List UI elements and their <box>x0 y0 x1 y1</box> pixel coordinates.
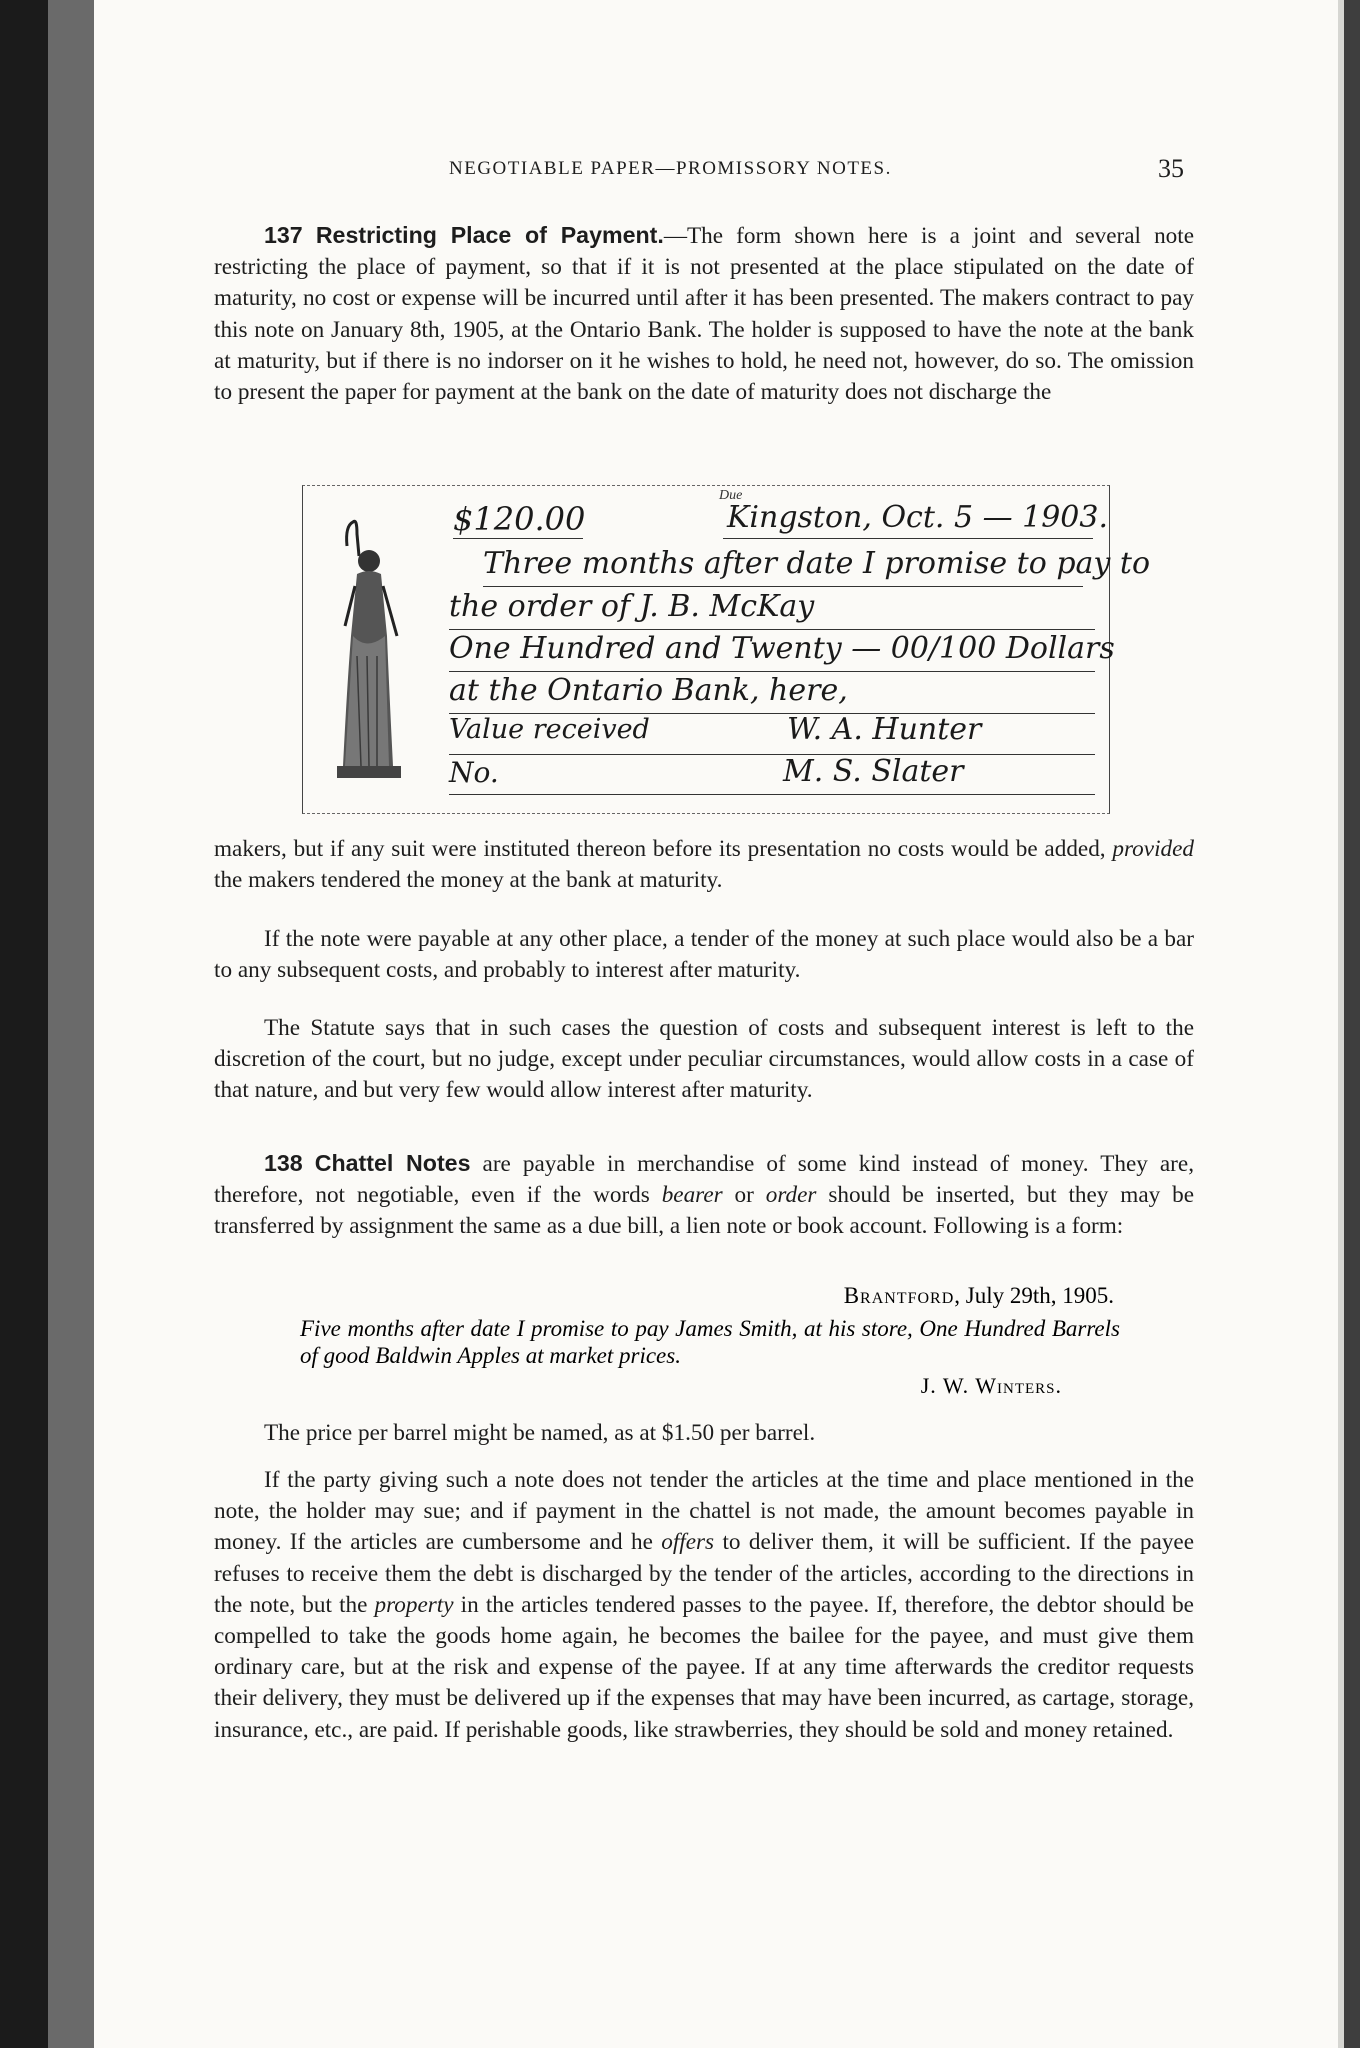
example-place-date <box>844 1283 1114 1309</box>
running-head <box>214 154 1194 192</box>
section-number: 138 <box>264 1150 303 1176</box>
allegorical-figure-image <box>327 516 407 786</box>
section-number: 137 <box>264 222 303 248</box>
note-line-3: One Hundred and Twenty — 00/100 Dollars <box>449 631 1115 666</box>
note-amount: $120.00 <box>453 500 586 538</box>
example-signer: J. W. Winters. <box>920 1373 1062 1398</box>
paragraph-text: If the party giving such a note does not tender the articles at the time and place mentioned in the note, the holder may sue; and if payment in the chattel is not made, the amount becomes payable in money. If the articles are cumbersome and he <box>214 1467 1194 1556</box>
emphasis: provided <box>1112 836 1194 862</box>
due-label: Due <box>719 488 743 503</box>
emphasis: bearer <box>661 1182 723 1209</box>
rule <box>453 538 583 539</box>
example-place: Brantford <box>843 1283 955 1308</box>
rule <box>449 671 1095 672</box>
section-text: should be inserted, but they may be transferred by assignment the same as a due bill, a lien note or book account. Following is a form: <box>214 1182 1194 1240</box>
chattel-note-example <box>214 1283 1194 1403</box>
section-heading: Chattel Notes <box>314 1150 471 1176</box>
rule <box>483 586 1083 587</box>
paragraph <box>214 834 1194 896</box>
emphasis: property <box>374 1591 454 1618</box>
signature-2: M. S. Slater <box>783 754 964 789</box>
emphasis: offers <box>661 1529 715 1556</box>
section-138-paragraph <box>214 1148 1194 1243</box>
section-text: —The form shown here is a joint and several note restricting the place of payment, so that if it is not presented at the place stipulated on the date of maturity, no cost or expense will be incurred until after it has been presented. The makers contract to pay this note on January 8th, 1905, at the Ontario Bank. The holder is supposed to have the note at the bank at maturity, but if there is no indorser on it he wishes to hold, he need not, however, do so. The omission to present the paper for payment at the bank on the date of maturity does not discharge the <box>214 223 1194 406</box>
note-line-2: the order of J. B. McKay <box>449 589 815 624</box>
page-edge <box>1338 0 1360 2048</box>
paragraph-text: the makers tendered the money at the bank at maturity. <box>214 867 723 894</box>
paragraph: If the note were payable at any other place, a tender of the money at such place would also be a bar to any subsequent costs, and probably to interest after maturity. <box>214 926 1194 984</box>
running-head-title: NEGOTIABLE PAPER—PROMISSORY NOTES. <box>449 158 892 179</box>
emphasis: order <box>765 1182 817 1209</box>
rule <box>449 629 1095 630</box>
paragraph-text: makers, but if any suit were instituted thereon before its presentation no costs would be added, <box>214 836 1113 862</box>
note-line-4: at the Ontario Bank, here, <box>449 673 848 708</box>
section-137-paragraph <box>214 220 1194 408</box>
promissory-note-figure <box>302 485 1151 814</box>
note-line-1: Three months after date I promise to pay to <box>483 546 1151 581</box>
paragraph: The Statute says that in such cases the question of costs and subsequent interest is left to the discretion of the court, but no judge, except under peculiar circumstances, would allow costs in a case of that nature, and but very few would allow interest after maturity. <box>214 1015 1194 1104</box>
value-received-label: Value received <box>449 714 650 745</box>
paragraph-text: to deliver them, it will be sufficient. If the payee refuses to receive them the debt is discharged by the tender of the articles, according to the directions in the note, but the <box>214 1529 1194 1618</box>
page-number: 35 <box>1158 154 1184 183</box>
paragraph <box>214 1465 1194 1746</box>
note-place-date: Kingston, Oct. 5 — 1903. <box>727 500 1109 535</box>
rule <box>723 538 1093 539</box>
rule <box>449 754 1095 755</box>
paragraph-text: in the articles tendered passes to the payee. If, therefore, the debtor should be compelled to take the goods home again, he becomes the bailee for the payee, and must give them ordinary care, but at the risk and expense of the payee. If at any time afterwards the creditor requests their delivery, they must be delivered up if the expenses that may have been incurred, as cartage, storage, insurance, etc., are paid. If perishable goods, like strawberries, they should be sold and money retained. <box>214 1591 1194 1743</box>
signature-1: W. A. Hunter <box>787 712 982 747</box>
binding-edge <box>48 0 94 2048</box>
rule <box>449 794 1095 795</box>
number-label: No. <box>449 756 499 789</box>
example-date: , July 29th, 1905. <box>954 1283 1114 1308</box>
section-text: or <box>722 1182 766 1209</box>
example-body: Five months after date I promise to pay James Smith, at his store, One Hundred Barrels of good Baldwin Apples at market prices. <box>300 1316 1120 1368</box>
paragraph: The price per barrel might be named, as at $1.50 per barrel. <box>264 1420 816 1446</box>
section-heading: Restricting Place of Payment. <box>315 222 664 248</box>
section-text: are payable in merchandise of some kind instead of money. They are, therefore, not negotiable, even if the words <box>214 1151 1194 1209</box>
